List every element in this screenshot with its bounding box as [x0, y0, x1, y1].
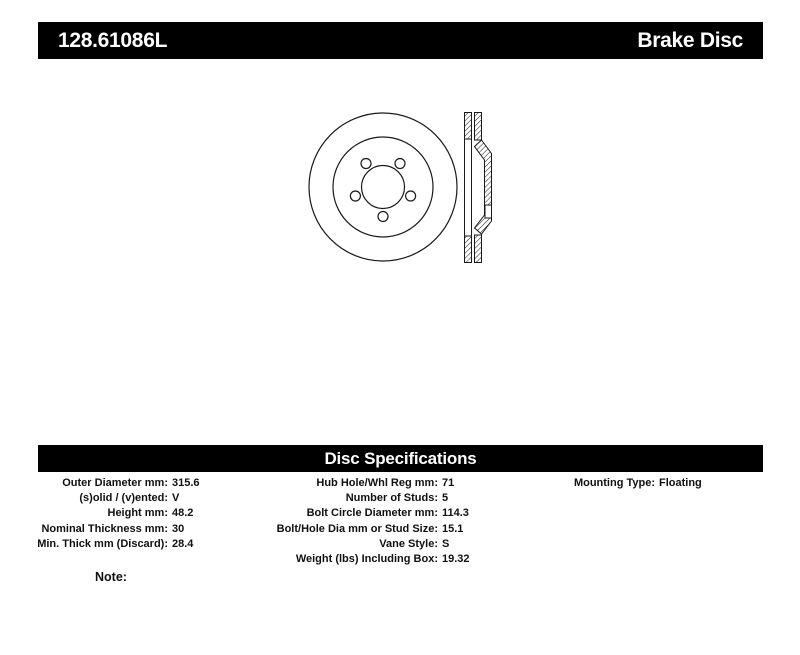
- cross-section-left-plate-hatch-bottom: [465, 236, 472, 263]
- disc-specifications-bar: [38, 445, 763, 472]
- spec-value: Floating: [659, 477, 702, 489]
- cross-section-hub-notch: [485, 205, 492, 218]
- cross-section-right-plate-top: [475, 113, 482, 141]
- spec-value: 30: [172, 522, 185, 535]
- technical-drawing: [295, 95, 510, 270]
- stud-hole: [361, 159, 371, 169]
- spec-label: Nominal Thickness mm:: [41, 522, 168, 535]
- spec-label: Weight (lbs) Including Box:: [295, 553, 438, 566]
- section-title: Disc Specifications: [324, 448, 477, 468]
- spec-label: Min. Thick mm (Discard):: [37, 537, 168, 550]
- spec-label: Height mm:: [107, 507, 168, 520]
- spec-row-min-thickness: [23, 537, 200, 552]
- spec-label: Bolt/Hole Dia mm or Stud Size:: [276, 522, 438, 535]
- part-number: 128.61086L: [58, 28, 168, 52]
- spec-column-middle: [258, 476, 470, 567]
- stud-hole: [395, 159, 405, 169]
- center-hub-hole: [362, 166, 405, 209]
- spec-value: 5: [442, 492, 449, 505]
- spec-label: Bolt Circle Diameter mm:: [306, 507, 438, 520]
- spec-label: Mounting Type:: [573, 477, 655, 489]
- spec-row-number-of-studs: [258, 491, 470, 506]
- brake-disc-drawing-svg: [295, 95, 510, 270]
- page-title: Brake Disc: [637, 28, 743, 52]
- spec-label: Number of Studs:: [345, 492, 438, 505]
- disc-cross-section-view: [465, 113, 492, 263]
- spec-column-right: [563, 476, 702, 491]
- spec-value: 19.32: [442, 553, 470, 566]
- cross-section-left-plate-hatch-top: [465, 113, 472, 140]
- spec-row-nominal-thickness: [23, 522, 200, 537]
- spec-row-weight: [258, 552, 470, 567]
- spec-label: (s)olid / (v)ented:: [79, 492, 168, 505]
- cross-section-hat-wall: [475, 140, 492, 234]
- spec-label: Outer Diameter mm:: [62, 477, 168, 489]
- spec-row-mounting-type: [563, 476, 702, 491]
- spec-row-hub-hole: [258, 476, 470, 491]
- spec-row-bolt-circle-diameter: [258, 506, 470, 521]
- header-bar: [38, 22, 763, 59]
- spec-row-height: [23, 506, 200, 521]
- note-label: Note:: [95, 570, 127, 584]
- spec-value: 315.6: [172, 477, 200, 489]
- spec-value: S: [442, 537, 450, 550]
- spec-value: 71: [442, 477, 455, 489]
- spec-row-solid-vented: [23, 491, 200, 506]
- stud-hole: [350, 191, 360, 201]
- spec-value: 15.1: [442, 522, 464, 535]
- stud-hole: [406, 191, 416, 201]
- outer-diameter-circle: [309, 113, 457, 261]
- spec-row-outer-diameter: [23, 476, 200, 491]
- spec-label: Hub Hole/Whl Reg mm:: [316, 477, 438, 489]
- spec-value: 114.3: [442, 507, 469, 520]
- stud-hole: [378, 212, 388, 222]
- spec-value: 48.2: [172, 507, 194, 520]
- disc-front-view: [309, 113, 457, 261]
- spec-label: Vane Style:: [379, 537, 438, 550]
- spec-value: V: [172, 492, 180, 505]
- spec-row-vane-style: [258, 537, 470, 552]
- spec-row-bolt-hole-dia: [258, 522, 470, 537]
- cross-section-right-plate-bottom: [475, 235, 482, 263]
- spec-column-left: [23, 476, 200, 552]
- spec-value: 28.4: [172, 537, 194, 550]
